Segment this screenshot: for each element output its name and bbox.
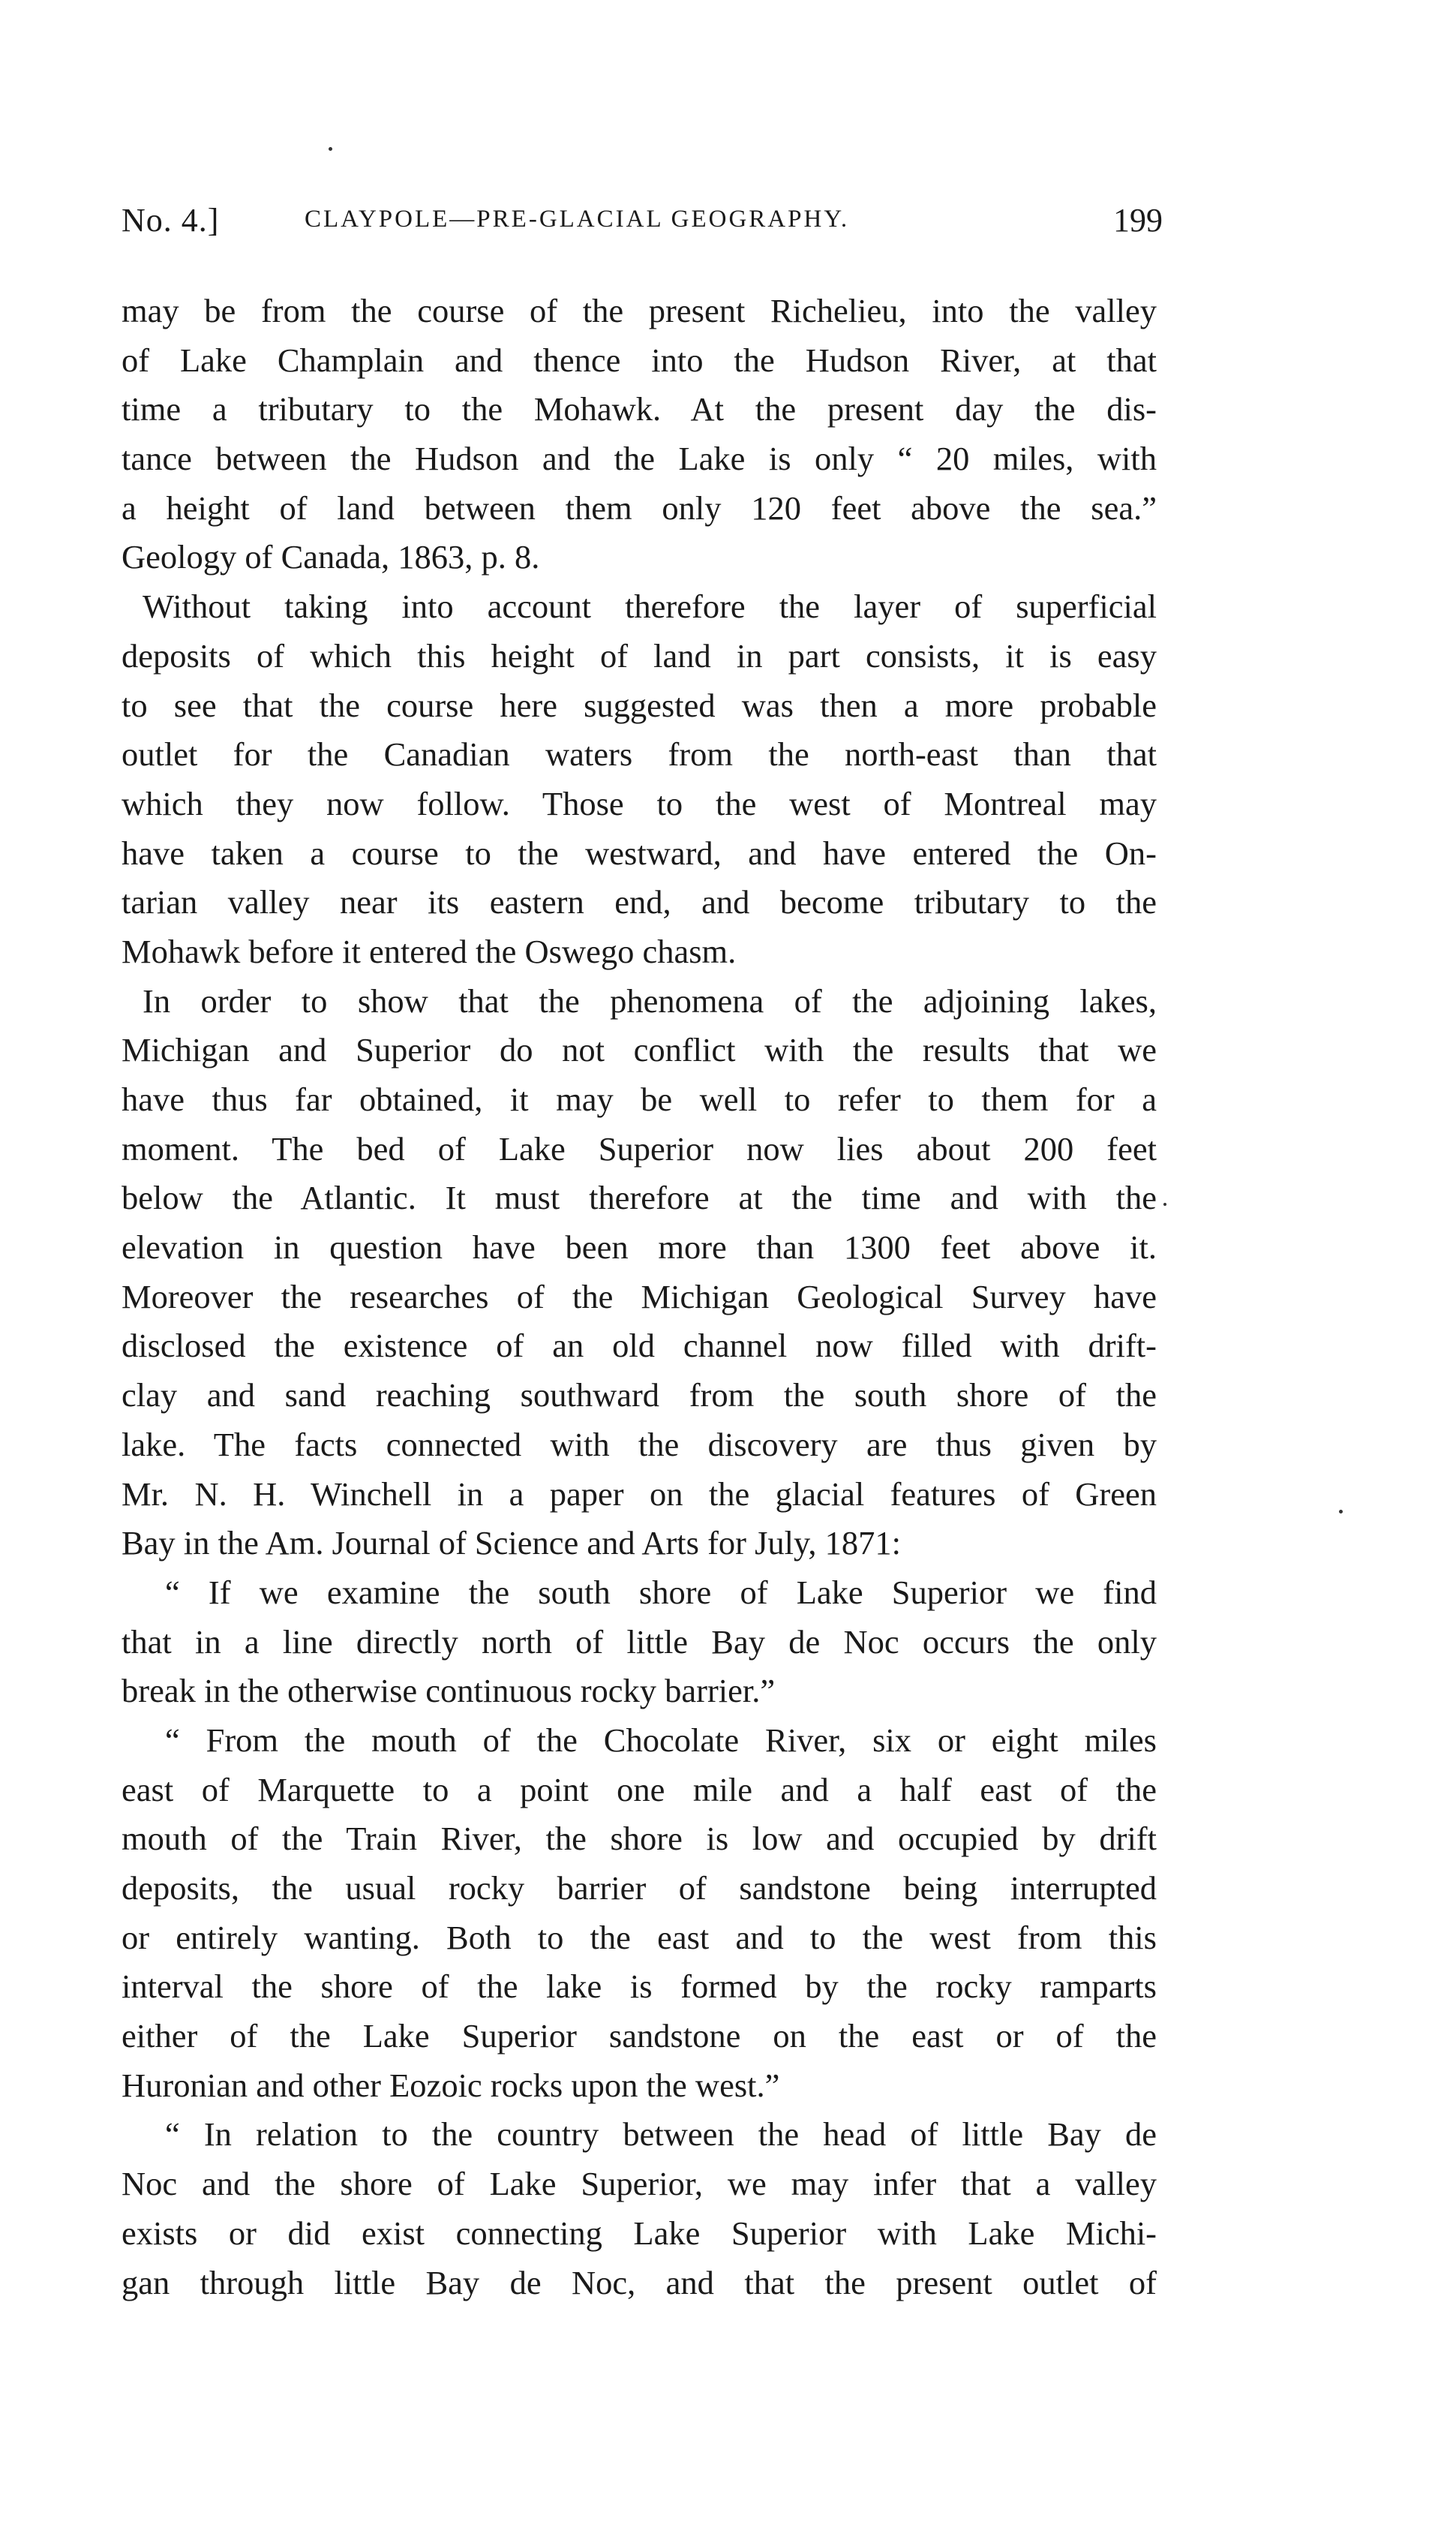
specks (1339, 1510, 1343, 1513)
text-line: which they now follow. Those to the west of Montreal may (122, 784, 1157, 822)
text-line: below the Atlantic. It must therefore at the time and with the (122, 1179, 1157, 1217)
body-text (122, 287, 1157, 2307)
text-line: of Lake Champlain and thence into the Hudson River, at that (122, 341, 1157, 379)
text-line: Geology of Canada, 1863, p. 8. (122, 538, 540, 576)
text-line: Noc and the shore of Lake Superior, we may infer that a valley (122, 2165, 1157, 2203)
issue-number: No. 4.] (122, 202, 220, 239)
text-line: Mohawk before it entered the Oswego chasm. (122, 932, 737, 970)
specks (329, 147, 332, 151)
text-line: may be from the course of the present Richelieu, into the valley (122, 292, 1157, 329)
text-line: outlet for the Canadian waters from the north-east than that (122, 735, 1157, 774)
text-line: moment. The bed of Lake Superior now lies about 200 feet (122, 1129, 1157, 1168)
text-line: Without taking into account therefore the layer of superficial (143, 588, 1157, 626)
text-line: time a tributary to the Mohawk. At the present day the dis- (122, 390, 1157, 428)
text-line: exists or did exist connecting Lake Superior with Lake Michi- (122, 2214, 1157, 2252)
text-line: Mr. N. H. Winchell in a paper on the glacial features of Green (122, 1474, 1157, 1513)
text-line: In order to show that the phenomena of the adjoining lakes, (143, 981, 1157, 1020)
running-header (122, 201, 1163, 246)
text-line: break in the otherwise continuous rocky barrier.” (122, 1672, 776, 1710)
text-line: deposits of which this height of land in part consists, it is easy (122, 636, 1157, 675)
text-line: that in a line directly north of little Bay de Noc occurs the only (122, 1622, 1157, 1661)
text-line: tarian valley near its eastern end, and become tributary to the (122, 883, 1157, 921)
text-line: a height of land between them only 120 feet above the sea.” (122, 488, 1157, 527)
text-line: Huronian and other Eozoic rocks upon the west.” (122, 2066, 780, 2104)
text-line: elevation in question have been more than 1300 feet above it. (122, 1228, 1157, 1267)
text-line: “ In relation to the country between the head of little Bay de (165, 2115, 1157, 2154)
text-line: lake. The facts connected with the discovery are thus given by (122, 1425, 1157, 1463)
running-title: CLAYPOLE—PRE-GLACIAL GEOGRAPHY. (305, 206, 850, 233)
text-line: either of the Lake Superior sandstone on the east or of the (122, 2017, 1157, 2055)
text-line: tance between the Hudson and the Lake is only “ 20 miles, with (122, 440, 1157, 478)
text-line: to see that the course here suggested was then a more probable (122, 686, 1157, 724)
text-line: clay and sand reaching southward from the south shore of the (122, 1376, 1157, 1414)
text-line: have thus far obtained, it may be well to refer to them for a (122, 1081, 1157, 1118)
text-line: east of Marquette to a point one mile and a half east of the (122, 1770, 1157, 1808)
text-line: Moreover the researches of the Michigan Geological Survey have (122, 1277, 1157, 1315)
text-line: Bay in the Am. Journal of Science and Arts for July, 1871: (122, 1524, 901, 1562)
text-line: have taken a course to the westward, and have entered the On- (122, 834, 1157, 872)
text-line: deposits, the usual rocky barrier of sandstone being interrupted (122, 1869, 1157, 1907)
text-line: gan through little Bay de Noc, and that the present outlet of (122, 2263, 1157, 2301)
text-line: or entirely wanting. Both to the east and to the west from this (122, 1918, 1157, 1956)
text-line: interval the shore of the lake is formed by the rocky ramparts (122, 1967, 1157, 2006)
text-line: disclosed the existence of an old channel now filled with drift- (122, 1327, 1157, 1365)
text-line: “ If we examine the south shore of Lake Superior we find (165, 1573, 1157, 1611)
text-line: Michigan and Superior do not conflict with the results that we (122, 1031, 1157, 1069)
specks (1163, 1203, 1166, 1206)
page-number: 199 (1113, 202, 1163, 239)
text-line: mouth of the Train River, the shore is low and occupied by drift (122, 1820, 1157, 1858)
text-line: “ From the mouth of the Chocolate River, six or eight miles (165, 1721, 1157, 1759)
